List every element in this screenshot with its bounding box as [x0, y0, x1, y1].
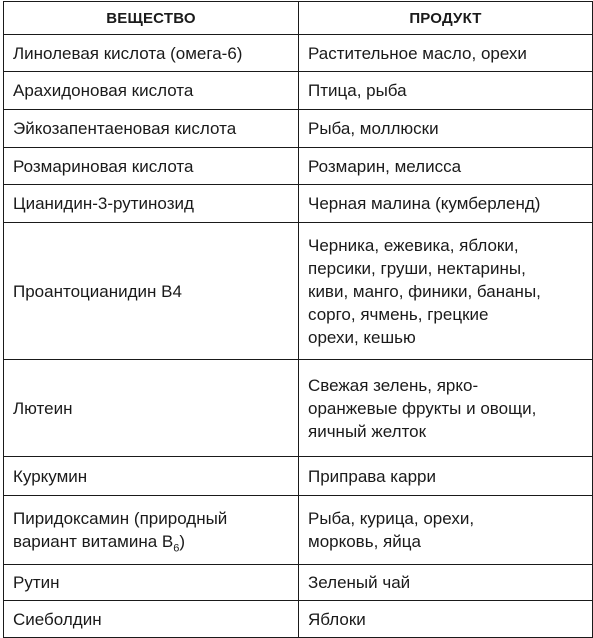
product-text-line: оранжевые фрукты и овощи, [308, 398, 537, 418]
product-text-line: Черная малина (кумберленд) [308, 194, 541, 213]
product-text-line: Черника, ежевика, яблоки, [308, 235, 519, 255]
table-row [4, 148, 593, 185]
substance-product-table [3, 1, 593, 638]
table-header-row [4, 2, 593, 35]
product-text-line: Рыба, моллюски [308, 119, 439, 138]
product-cell [299, 360, 593, 457]
table-row [4, 110, 593, 148]
product-cell [299, 148, 593, 185]
substance-cell [4, 148, 299, 185]
substance-cell [4, 223, 299, 360]
product-text-line: морковь, яйца [308, 532, 421, 551]
substance-cell [4, 185, 299, 223]
substance-cell [4, 457, 299, 496]
substance-text-line: Рутин [13, 573, 60, 592]
table-row [4, 601, 593, 638]
substance-text-line: Лютеин [13, 398, 73, 418]
substance-text-line: Проантоцианидин В4 [13, 281, 182, 301]
product-text-line: Свежая зелень, ярко- [308, 375, 479, 395]
product-cell [299, 601, 593, 638]
product-text-line: Рыба, курица, орехи, [308, 509, 475, 528]
product-cell [299, 496, 593, 565]
substance-text-line: Эйкозапентаеновая кислота [13, 119, 237, 138]
substance-text-line: Пиридоксамин (природный [13, 509, 228, 528]
table-row [4, 223, 593, 360]
product-text-line: Розмарин, мелисса [308, 156, 462, 176]
table-row [4, 565, 593, 601]
substance-cell [4, 565, 299, 601]
product-text-line: яичный желток [308, 421, 427, 441]
product-cell [299, 565, 593, 601]
product-cell [299, 35, 593, 72]
product-cell [299, 72, 593, 110]
table-row [4, 457, 593, 496]
table-row [4, 185, 593, 223]
substance-text-line: Розмариновая кислота [13, 156, 194, 176]
substance-text-line: Линолевая кислота (омега-6) [13, 43, 243, 63]
substance-cell [4, 72, 299, 110]
product-cell [299, 185, 593, 223]
header-product: ПРОДУКТ [299, 2, 593, 35]
substance-text-line: Арахидоновая кислота [13, 81, 194, 100]
substance-cell [4, 110, 299, 148]
header-substance: ВЕЩЕСТВО [4, 2, 299, 35]
substance-cell [4, 35, 299, 72]
product-text-line: киви, манго, финики, бананы, [308, 281, 541, 301]
product-text-line: Яблоки [308, 609, 366, 629]
product-text-line: орехи, кешью [308, 327, 416, 347]
product-cell [299, 223, 593, 360]
product-text-line: Приправа карри [308, 466, 436, 486]
table-row [4, 35, 593, 72]
substance-suffix: ) [179, 532, 186, 551]
substance-cell [4, 496, 299, 565]
product-cell [299, 110, 593, 148]
substance-text-line: Цианидин-3-рутинозид [13, 194, 194, 213]
substance-text-line: Сиеболдин [13, 609, 102, 629]
substance-cell [4, 601, 299, 638]
substance-cell [4, 360, 299, 457]
product-text-line: Зеленый чай [308, 573, 411, 592]
table-row [4, 360, 593, 457]
table-row [4, 496, 593, 565]
vitamin-subscript: 6 [173, 542, 180, 555]
substance-text-line: Куркумин [13, 466, 88, 486]
product-text-line: Птица, рыба [308, 81, 407, 100]
product-text-line: Растительное масло, орехи [308, 43, 527, 63]
product-cell [299, 457, 593, 496]
product-text-line: персики, груши, нектарины, [308, 258, 526, 278]
substance-text-line: вариант витамина $В_6$) [13, 532, 186, 555]
product-text-line: сорго, ячмень, грецкие [308, 304, 489, 324]
table-row [4, 72, 593, 110]
